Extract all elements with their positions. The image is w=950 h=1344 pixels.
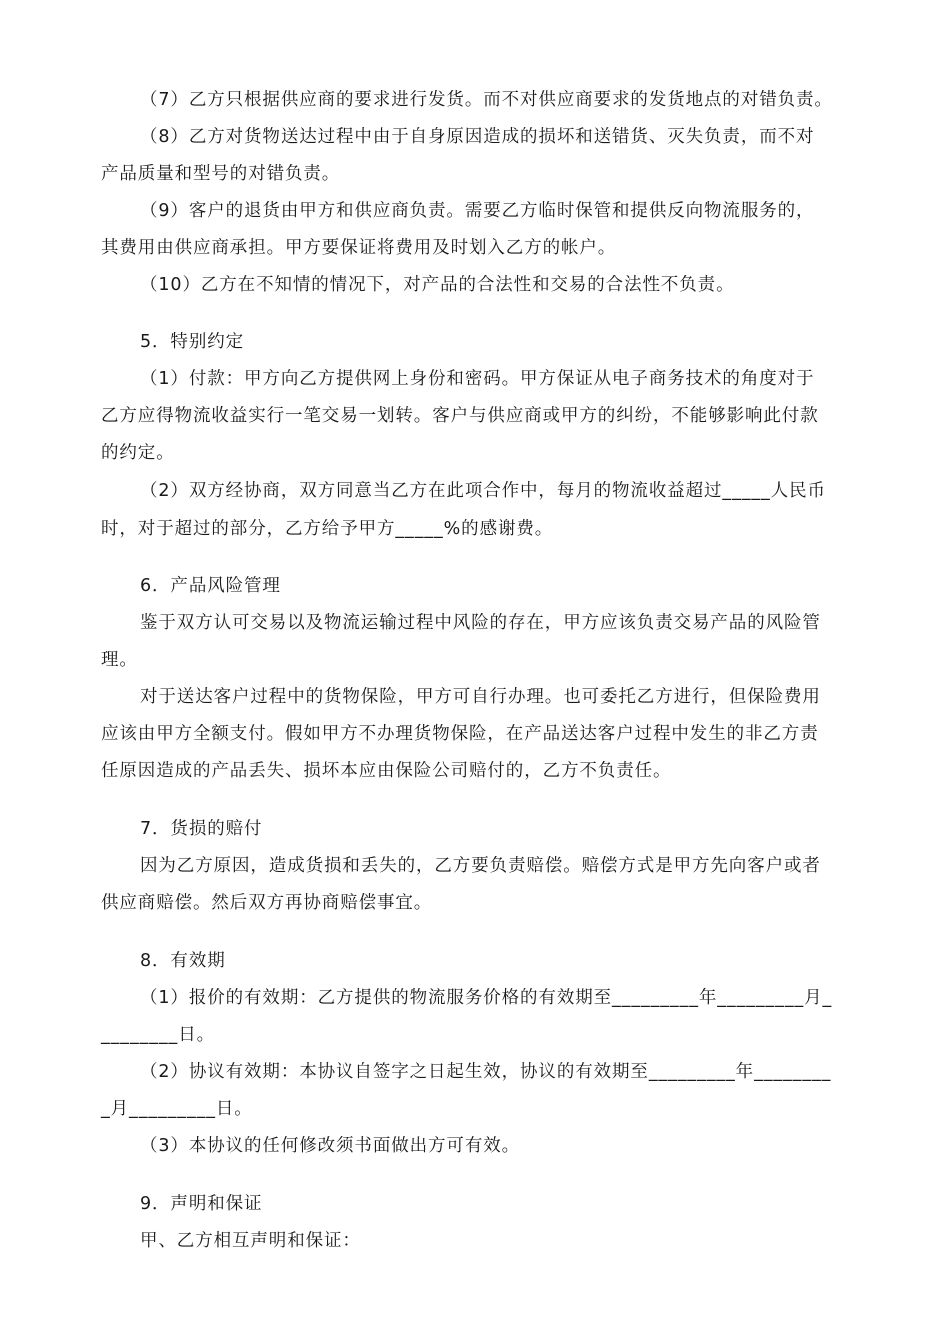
section-7-heading: 7．货损的赔付 xyxy=(140,819,263,839)
section-6-para-1-line-2: 理。 xyxy=(101,650,138,670)
clause-4-9-line-1: （9）客户的退货由甲方和供应商负责。需要乙方临时保管和提供反向物流服务的， xyxy=(140,201,815,221)
clause-8-2-line-2: _月_________日。 xyxy=(101,1099,253,1119)
section-6-para-2-line-3: 任原因造成的产品丢失、损坏本应由保险公司赔付的，乙方不负责任。 xyxy=(101,761,672,781)
clause-4-9-line-2: 其费用由供应商承担。甲方要保证将费用及时划入乙方的帐户。 xyxy=(101,238,617,258)
section-7-para-line-1: 因为乙方原因，造成货损和丢失的，乙方要负责赔偿。赔偿方式是甲方先向客户或者 xyxy=(140,856,821,876)
clause-4-8-line-1: （8）乙方对货物送达过程中由于自身原因造成的损坏和送错货、灭失负责，而不对 xyxy=(140,127,815,147)
section-6-para-1-line-1: 鉴于双方认可交易以及物流运输过程中风险的存在，甲方应该负责交易产品的风险管 xyxy=(140,613,821,633)
clause-8-3: （3）本协议的任何修改须书面做出方可有效。 xyxy=(140,1136,521,1156)
clause-5-1-line-3: 的约定。 xyxy=(101,443,175,463)
section-6-para-2-line-1: 对于送达客户过程中的货物保险，甲方可自行办理。也可委托乙方进行，但保险费用 xyxy=(140,687,821,707)
section-8-heading: 8．有效期 xyxy=(140,951,226,971)
clause-8-1-line-2: ________日。 xyxy=(101,1025,215,1045)
section-6-heading: 6．产品风险管理 xyxy=(140,576,281,596)
clause-5-2-line-1: （2）双方经协商，双方同意当乙方在此项合作中，每月的物流收益超过_____人民币 xyxy=(140,481,826,501)
clause-8-2-line-1: （2）协议有效期：本协议自签字之日起生效，协议的有效期至_________年________ xyxy=(140,1062,832,1082)
section-9-heading: 9．声明和保证 xyxy=(140,1194,263,1214)
clause-8-1-line-1: （1）报价的有效期：乙方提供的物流服务价格的有效期至_________年_________月_ xyxy=(140,988,833,1008)
section-5-heading: 5．特别约定 xyxy=(140,332,245,352)
clause-4-8-line-2: 产品质量和型号的对错负责。 xyxy=(101,164,341,184)
clause-5-1-line-2: 乙方应得物流收益实行一笔交易一划转。客户与供应商或甲方的纠纷，不能够影响此付款 xyxy=(101,406,819,426)
section-6-para-2-line-2: 应该由甲方全额支付。假如甲方不办理货物保险，在产品送达客户过程中发生的非乙方责 xyxy=(101,724,819,744)
clause-4-10: （10）乙方在不知情的情况下，对产品的合法性和交易的合法性不负责。 xyxy=(140,275,735,295)
section-9-intro: 甲、乙方相互声明和保证： xyxy=(140,1231,361,1251)
clause-4-7: （7）乙方只根据供应商的要求进行发货。而不对供应商要求的发货地点的对错负责。 xyxy=(140,90,833,110)
section-7-para-line-2: 供应商赔偿。然后双方再协商赔偿事宜。 xyxy=(101,893,433,913)
clause-5-1-line-1: （1）付款：甲方向乙方提供网上身份和密码。甲方保证从电子商务技术的角度对于 xyxy=(140,369,815,389)
clause-5-2-line-2: 时，对于超过的部分，乙方给予甲方_____%的感谢费。 xyxy=(101,519,554,539)
